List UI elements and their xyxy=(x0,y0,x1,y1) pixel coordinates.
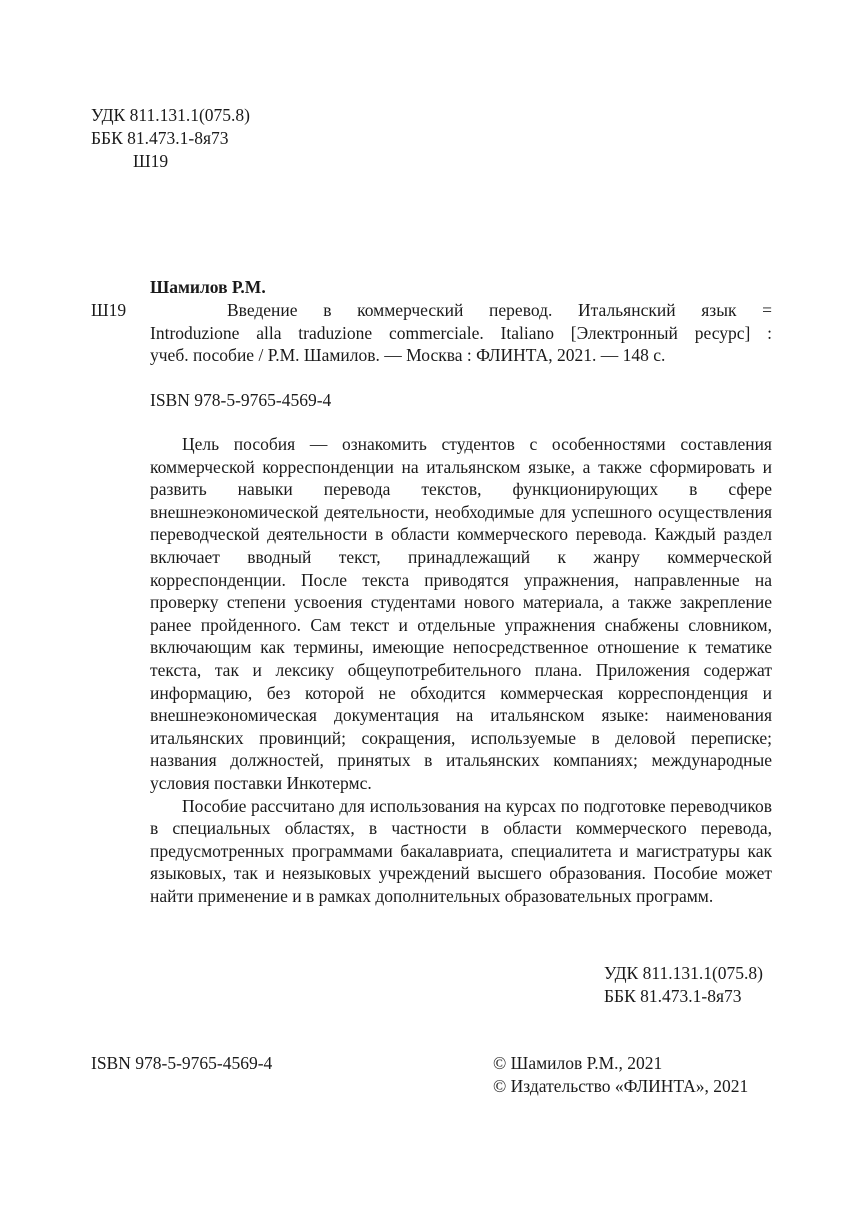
entry-code: Ш19 xyxy=(91,300,127,320)
bibliographic-line: Введение в коммерческий перевод. Итальянский язык = xyxy=(227,300,772,320)
classification-udk: УДК 811.131.1(075.8) xyxy=(604,963,763,983)
footer-isbn: ISBN 978-5-9765-4569-4 xyxy=(91,1053,273,1073)
copyright-publisher: © Издательство «ФЛИНТА», 2021 xyxy=(493,1076,749,1096)
classification-bbk: ББК 81.473.1-8я73 xyxy=(604,986,742,1006)
header-author-code: Ш19 xyxy=(133,151,169,171)
bibliographic-description xyxy=(150,299,772,367)
entry-author: Шамилов Р.М. xyxy=(150,277,266,297)
header-udk: УДК 811.131.1(075.8) xyxy=(91,105,250,125)
bibliographic-line: Introduzione alla traduzione commerciale. Italiano [Электронный ресурс] : xyxy=(150,322,772,343)
abstract-paragraph: Цель пособия — ознакомить студентов с особенностями составления коммерческой корреспонденции на итальянском языке, а также сформировать и развить навыки перевода текстов, функционирующих в сфере внешнеэкономической деятельности, необходимые для успешного осуществления переводческой деятельности в области коммерческого перевода. Каждый раздел включает вводный текст, принадлежащий к жанру коммерческой корреспонденции. После текста приводятся упражнения, направленные на проверку степени усвоения студентами нового материала, а также закрепление ранее пройденного. Сам текст и отдельные упражнения снабжены словником, включающим как термины, имеющие непосредственное отношение к тематике текста, так и лексику общеупотребительного плана. Приложения содержат информацию, без которой не обходится коммерческая корреспонденция и внешнеэкономическая документация на итальянском языке: наименования итальянских провинций; сокращения, используемые в деловой переписке; названия должностей, принятых в итальянских компаниях; международные условия поставки Инкотермс. xyxy=(150,434,772,793)
bibliographic-line: учеб. пособие / Р.М. Шамилов. — Москва : ФЛИНТА, 2021. — 148 с. xyxy=(150,345,666,366)
abstract-paragraph: Пособие рассчитано для использования на курсах по подготовке переводчиков в специальных областях, в частности в области коммерческого перевода, предусмотренных программами бакалавриата, специалитета и магистратуры как языковых, так и неязыковых учреждений высшего образования. Пособие может найти применение и в рамках дополнительных образовательных программ. xyxy=(150,795,772,906)
abstract xyxy=(150,433,772,907)
entry-isbn: ISBN 978-5-9765-4569-4 xyxy=(150,390,332,410)
header-bbk: ББК 81.473.1-8я73 xyxy=(91,128,229,148)
copyright-author: © Шамилов Р.М., 2021 xyxy=(493,1053,663,1073)
